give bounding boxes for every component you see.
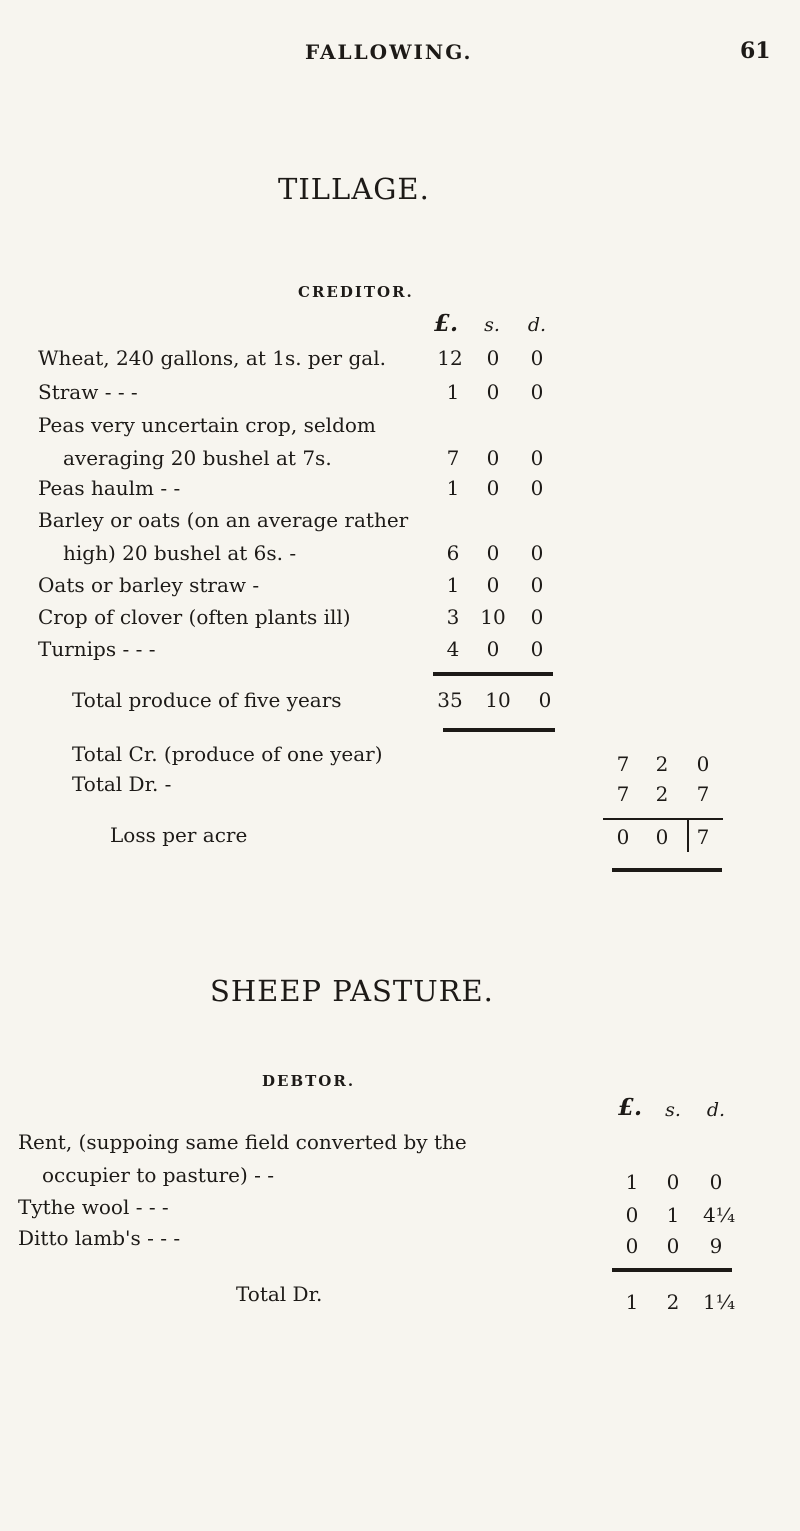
sum-rule bbox=[612, 868, 722, 872]
total-five-years-pounds: 35 bbox=[437, 688, 463, 712]
rent-pounds: 1 bbox=[625, 1170, 639, 1194]
amount-shillings: 0 bbox=[486, 541, 500, 565]
total-five-years-label: Total produce of five years bbox=[72, 688, 342, 712]
total-cr-shillings: 2 bbox=[655, 752, 669, 776]
total-dr-shillings: 2 bbox=[655, 782, 669, 806]
pence-column-heading: d. bbox=[706, 1099, 726, 1121]
pence-column-heading: d. bbox=[527, 314, 547, 336]
total-dr-pounds: 7 bbox=[616, 782, 630, 806]
item-barley-or-oats-continued: high) 20 bushel at 6s. - bbox=[63, 541, 297, 565]
item-ditto-lambs: Ditto lamb's - - - bbox=[18, 1226, 181, 1250]
shilling-column-heading: s. bbox=[665, 1099, 681, 1121]
amount-pence: 0 bbox=[530, 573, 544, 597]
loss-pounds: 0 bbox=[616, 825, 630, 849]
amount-shillings: 0 bbox=[486, 346, 500, 370]
sum-rule bbox=[443, 728, 555, 732]
total-cr-label: Total Cr. (produce of one year) bbox=[72, 742, 383, 766]
amount-shillings: 10 bbox=[480, 605, 506, 629]
item-wheat: Wheat, 240 gallons, at 1s. per gal. bbox=[38, 346, 386, 370]
item-oats-or-barley-straw: Oats or barley straw - bbox=[38, 573, 260, 597]
amount-pounds: 3 bbox=[446, 605, 460, 629]
item-clover: Crop of clover (often plants ill) bbox=[38, 605, 351, 629]
amount-pence: 0 bbox=[530, 380, 544, 404]
amount-pounds: 4 bbox=[446, 637, 460, 661]
total-five-years-shillings: 10 bbox=[485, 688, 511, 712]
total-dr-label: Total Dr. - bbox=[72, 772, 172, 796]
sheep-pasture-title: SHEEP PASTURE. bbox=[210, 974, 494, 1008]
lamb-pence: 9 bbox=[709, 1234, 723, 1258]
amount-shillings: 0 bbox=[486, 573, 500, 597]
pound-column-heading: £. bbox=[618, 1094, 643, 1121]
total-dr-pence: 7 bbox=[696, 782, 710, 806]
tythe-pence: 4¼ bbox=[703, 1203, 736, 1227]
amount-shillings: 0 bbox=[486, 380, 500, 404]
amount-pence: 0 bbox=[530, 605, 544, 629]
lamb-shillings: 0 bbox=[666, 1234, 680, 1258]
tythe-pounds: 0 bbox=[625, 1203, 639, 1227]
debtor-heading: DEBTOR. bbox=[262, 1072, 356, 1090]
sheep-total-pounds: 1 bbox=[625, 1290, 639, 1314]
amount-pounds: 7 bbox=[446, 446, 460, 470]
lamb-pounds: 0 bbox=[625, 1234, 639, 1258]
amount-pounds: 1 bbox=[446, 380, 460, 404]
amount-pounds: 12 bbox=[437, 346, 463, 370]
total-cr-pounds: 7 bbox=[616, 752, 630, 776]
item-rent-continued: occupier to pasture) - - bbox=[42, 1163, 275, 1187]
loss-shillings: 0 bbox=[655, 825, 669, 849]
amount-pence: 0 bbox=[530, 476, 544, 500]
amount-pence: 0 bbox=[530, 637, 544, 661]
total-cr-pence: 0 bbox=[696, 752, 710, 776]
item-peas-continued: averaging 20 bushel at 7s. bbox=[63, 446, 332, 470]
loss-pence: 7 bbox=[696, 825, 710, 849]
sum-rule bbox=[612, 1268, 732, 1272]
amount-pounds: 1 bbox=[446, 573, 460, 597]
creditor-heading: CREDITOR. bbox=[298, 283, 414, 301]
item-rent: Rent, (suppoing same field converted by the bbox=[18, 1130, 467, 1154]
sheep-total-pence: 1¼ bbox=[703, 1290, 736, 1314]
sum-rule bbox=[603, 818, 723, 820]
rent-pence: 0 bbox=[709, 1170, 723, 1194]
amount-pence: 0 bbox=[530, 446, 544, 470]
sum-rule bbox=[433, 672, 553, 676]
running-head: FALLOWING. bbox=[305, 40, 473, 64]
amount-pence: 0 bbox=[530, 346, 544, 370]
item-straw: Straw - - - bbox=[38, 380, 138, 404]
total-five-years-pence: 0 bbox=[538, 688, 552, 712]
item-tythe-wool: Tythe wool - - - bbox=[18, 1195, 169, 1219]
amount-shillings: 0 bbox=[486, 637, 500, 661]
amount-shillings: 0 bbox=[486, 476, 500, 500]
pound-column-heading: £. bbox=[434, 310, 459, 337]
loss-label: Loss per acre bbox=[110, 823, 248, 847]
item-turnips: Turnips - - - bbox=[38, 637, 156, 661]
sheep-total-shillings: 2 bbox=[666, 1290, 680, 1314]
rent-shillings: 0 bbox=[666, 1170, 680, 1194]
amount-shillings: 0 bbox=[486, 446, 500, 470]
item-barley-or-oats: Barley or oats (on an average rather bbox=[38, 508, 409, 532]
shilling-column-heading: s. bbox=[484, 314, 500, 336]
page-number: 61 bbox=[740, 38, 771, 64]
amount-pounds: 1 bbox=[446, 476, 460, 500]
item-peas: Peas very uncertain crop, seldom bbox=[38, 413, 376, 437]
amount-pence: 0 bbox=[530, 541, 544, 565]
tythe-shillings: 1 bbox=[666, 1203, 680, 1227]
amount-pounds: 6 bbox=[446, 541, 460, 565]
tillage-title: TILLAGE. bbox=[278, 172, 430, 206]
item-peas-haulm: Peas haulm - - bbox=[38, 476, 181, 500]
sheep-total-dr-label: Total Dr. bbox=[236, 1282, 323, 1306]
